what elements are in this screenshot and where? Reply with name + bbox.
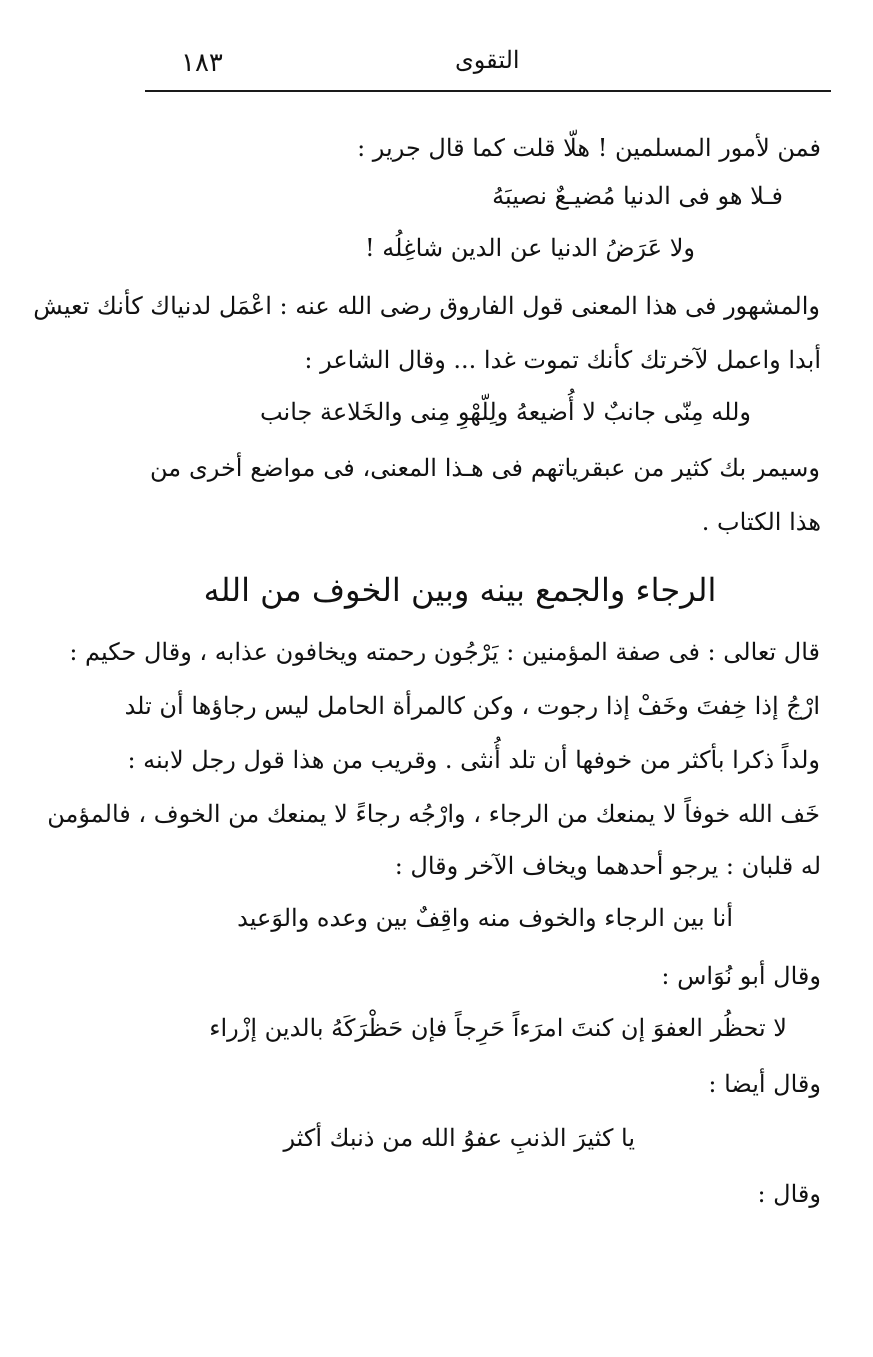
text-line: وقال : — [757, 1180, 821, 1208]
verse-line: أنا بين الرجاء والخوف منه واقِفٌ بين وعده والوَعيد — [237, 904, 733, 932]
text-line: قال تعالى : فى صفة المؤمنين : يَرْجُون رحمته ويخافون عذابه ، وقال حكيم : — [69, 638, 820, 666]
text-line: هذا الكتاب . — [701, 508, 821, 536]
text-line: وقال أبو نُوَاس : — [661, 962, 821, 990]
section-heading: الرجاء والجمع بينه وبين الخوف من الله — [203, 571, 717, 609]
verse-line: ولله مِنّى جانبٌ لا أُضيعهُ ولِلّهْوِ مِنى والخَلاعة جانب — [259, 398, 751, 426]
verse-hemistich: فـلا هو فى الدنيا مُضيـعٌ نصيبَهُ — [492, 182, 783, 210]
text-line: له قلبان : يرجو أحدهما ويخاف الآخر وقال : — [394, 852, 821, 880]
verse-hemistich: ولا عَرَضُ الدنيا عن الدين شاغِلُه ! — [365, 234, 695, 262]
text-line: ولداً ذكرا بأكثر من خوفها أن تلد أُنثى . وقريب من هذا قول رجل لابنه : — [127, 746, 820, 774]
text-line: وقال أيضا : — [708, 1070, 821, 1098]
text-line: وسيمر بك كثير من عبقرياتهم فى هـذا المعنى، فى مواضع أخرى من — [150, 454, 820, 482]
verse-hemistich: يا كثيرَ الذنبِ عفوُ الله من ذنبك أكثر — [283, 1124, 635, 1152]
verse-line: لا تحظُر العفوَ إن كنتَ امرَءاً حَرِجاً فإن حَظْرَكَهُ بالدين إزْراء — [209, 1014, 787, 1042]
running-title: التقوى — [455, 46, 520, 74]
page-number: ١٨٣ — [181, 48, 223, 78]
text-line: أبدا واعمل لآخرتك كأنك تموت غدا ... وقال الشاعر : — [304, 346, 821, 374]
text-line: والمشهور فى هذا المعنى قول الفاروق رضى الله عنه : اعْمَل لدنياك كأنك تعيش — [33, 292, 820, 320]
header-rule — [145, 90, 831, 92]
text-line: خَف الله خوفاً لا يمنعك من الرجاء ، وارْجُه رجاءً لا يمنعك من الخوف ، فالمؤمن — [47, 800, 820, 828]
text-line: ارْجُ إذا خِفتَ وخَفْ إذا رجوت ، وكن كالمرأة الحامل ليس رجاؤها أن تلد — [124, 692, 820, 720]
page-header — [145, 42, 831, 86]
text-line: فمن لأمور المسلمين ! هلّا قلت كما قال جرير : — [357, 134, 821, 162]
